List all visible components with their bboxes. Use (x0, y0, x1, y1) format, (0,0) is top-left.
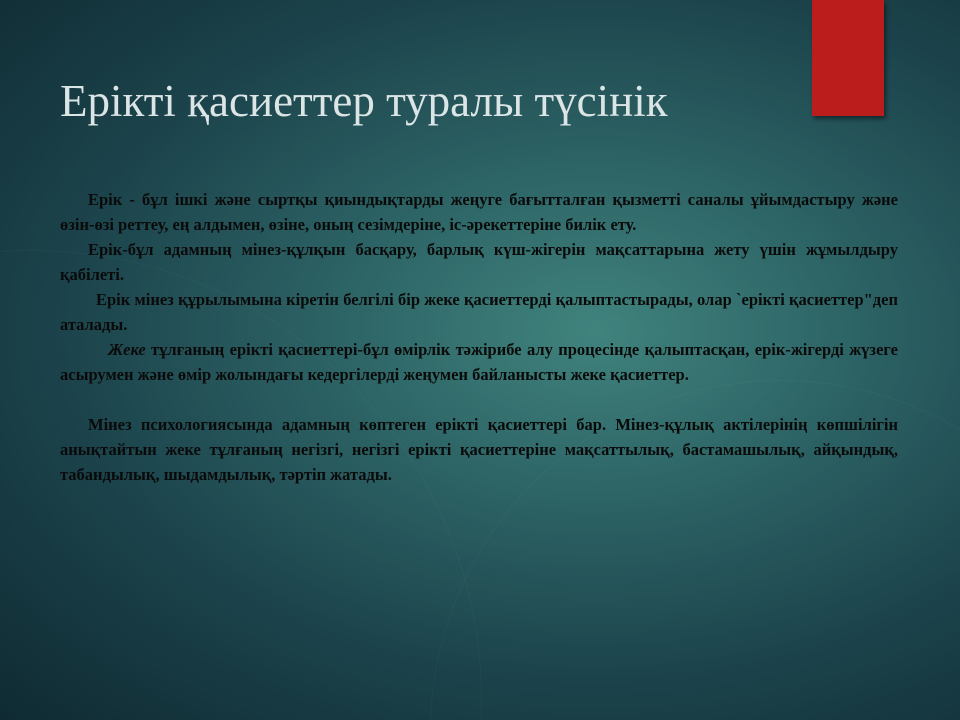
accent-block (812, 0, 884, 116)
paragraph-remainder: тұлғаның ерікті қасиеттері-бұл өмірлік тәжірибе алу процесінде қалыптасқан, ерік-жігерді жүзеге асырумен және өмір жолындағы кедергілерді жеңумен байланысты жеке қасиеттер. (60, 340, 898, 384)
paragraph-will-definition: Ерік - бұл ішкі және сыртқы қиындықтарды жеңуге бағытталған қызметті саналы ұйымдастыру және өзін-өзі реттеу, ең алдымен, өзіне, оның сезімдеріне, іс-әрекеттеріне билік ету. (60, 190, 898, 234)
slide-body (60, 187, 898, 487)
paragraph-lead-word: Жеке (108, 340, 146, 359)
slide-title: Ерікті қасиеттер туралы түсінік (60, 76, 668, 126)
paragraph-volitional-qualities: Ерік мінез құрылымына кіретін белгілі бір жеке қасиеттерді қалыптастырады, олар `ерікті қасиеттер"деп аталады. (60, 290, 898, 334)
paragraph-character-psychology: Мінез психологиясында адамның көптеген ерікті қасиеттері бар. Мінез-құлық актілерінің көпшілігін анықтайтын жеке тұлғаның негізгі, негізгі ерікті қасиеттеріне мақсаттылық, бастамашылық, айқындық, табандылық, шыдамдылық, тәртіп жатады. (60, 415, 898, 484)
paragraph-personal-qualities (60, 337, 898, 387)
paragraph-will-ability: Ерік-бұл адамның мінез-құлқын басқару, барлық күш-жігерін мақсаттарына жету үшін жұмылдыру қабілеті. (60, 240, 898, 284)
